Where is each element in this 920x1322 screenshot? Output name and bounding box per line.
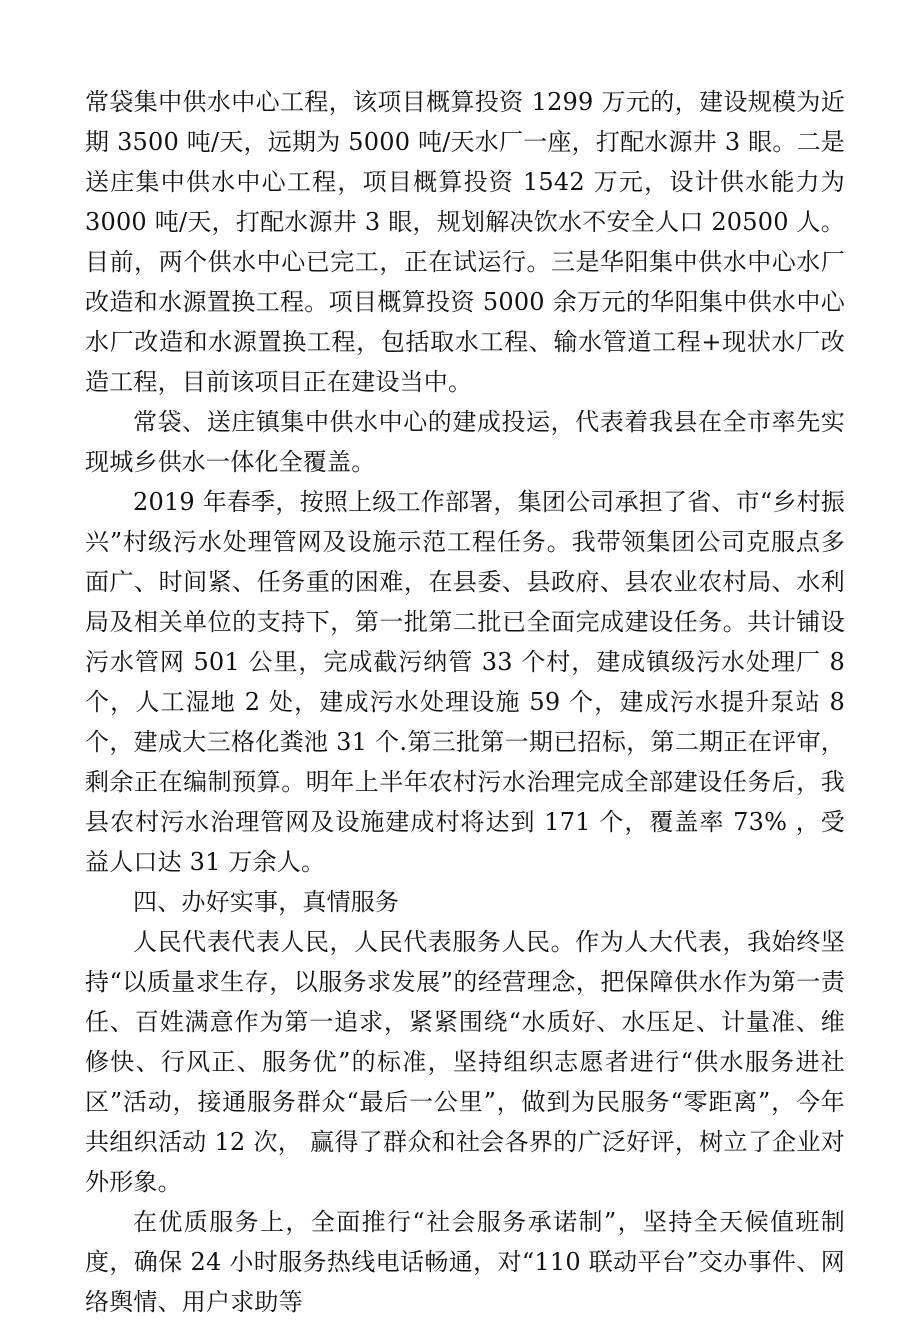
paragraph-supply-projects: 常袋集中供水中心工程，该项目概算投资 1299 万元的，建设规模为近期 3500 吨/天，远期为 5000 吨/天水厂一座，打配水源井 3 眼。二是送庄集中供水中心工程，项目概算投资 1542 万元，设计供水能力为 3000 吨/天，打配水源井 3 眼，规划解决饮水不安全人口 20500 人。目前，两个供水中心已完工，正在试运行。三是华阳集中供水中心水厂改造和水源置换工程。项目概算投资 5000 余万元的华阳集中供水中心水厂改造和水源置换工程，包括取水工程、输水管道工程+现状水厂改造工程，目前该项目正在建设当中。 — [85, 88, 845, 396]
paragraph-quality-service: 在优质服务上，全面推行“社会服务承诺制”，坚持全天候值班制度，确保 24 小时服务热线电话畅通，对“110 联动平台”交办事件、网络舆情、用户求助等 — [85, 1208, 845, 1316]
paragraph-sewage-project: 2019 年春季，按照上级工作部署，集团公司承担了省、市“乡村振兴”村级污水处理管网及设施示范工程任务。我带领集团公司克服点多面广、时间紧、任务重的困难，在县委、县政府、县农业农村局、水利局及相关单位的支持下，第一批第二批已全面完成建设任务。共计铺设污水管网 501 公里，完成截污纳管 33 个村，建成镇级污水处理厂 8 个，人工湿地 2 处，建成污水处理设施 59 个，建成污水提升泵站 8 个，建成大三格化粪池 31 个.第三批第一期已招标，第二期正在评审，剩余正在编制预算。明年上半年农村污水治理完成全部建设任务后，我县农村污水治理管网及设施建成村将达到 171 个，覆盖率 73% ，受益人口达 31 万余人。 — [85, 488, 845, 876]
document-body — [85, 82, 845, 1322]
paragraph-integration: 常袋、送庄镇集中供水中心的建成投运，代表着我县在全市率先实现城乡供水一体化全覆盖。 — [85, 408, 845, 476]
section-heading: 四、办好实事，真情服务 — [133, 888, 400, 916]
paragraph-service: 人民代表代表人民，人民代表服务人民。作为人大代表，我始终坚持“以质量求生存，以服务求发展”的经营理念，把保障供水作为第一责任、百姓满意作为第一追求，紧紧围绕“水质好、水压足、计量准、维修快、行风正、服务优”的标准，坚持组织志愿者进行“供水服务进社区”活动，接通服务群众“最后一公里”，做到为民服务“零距离”，今年共组织活动 12 次， 赢得了群众和社会各界的广泛好评，树立了企业对外形象。 — [85, 928, 845, 1196]
